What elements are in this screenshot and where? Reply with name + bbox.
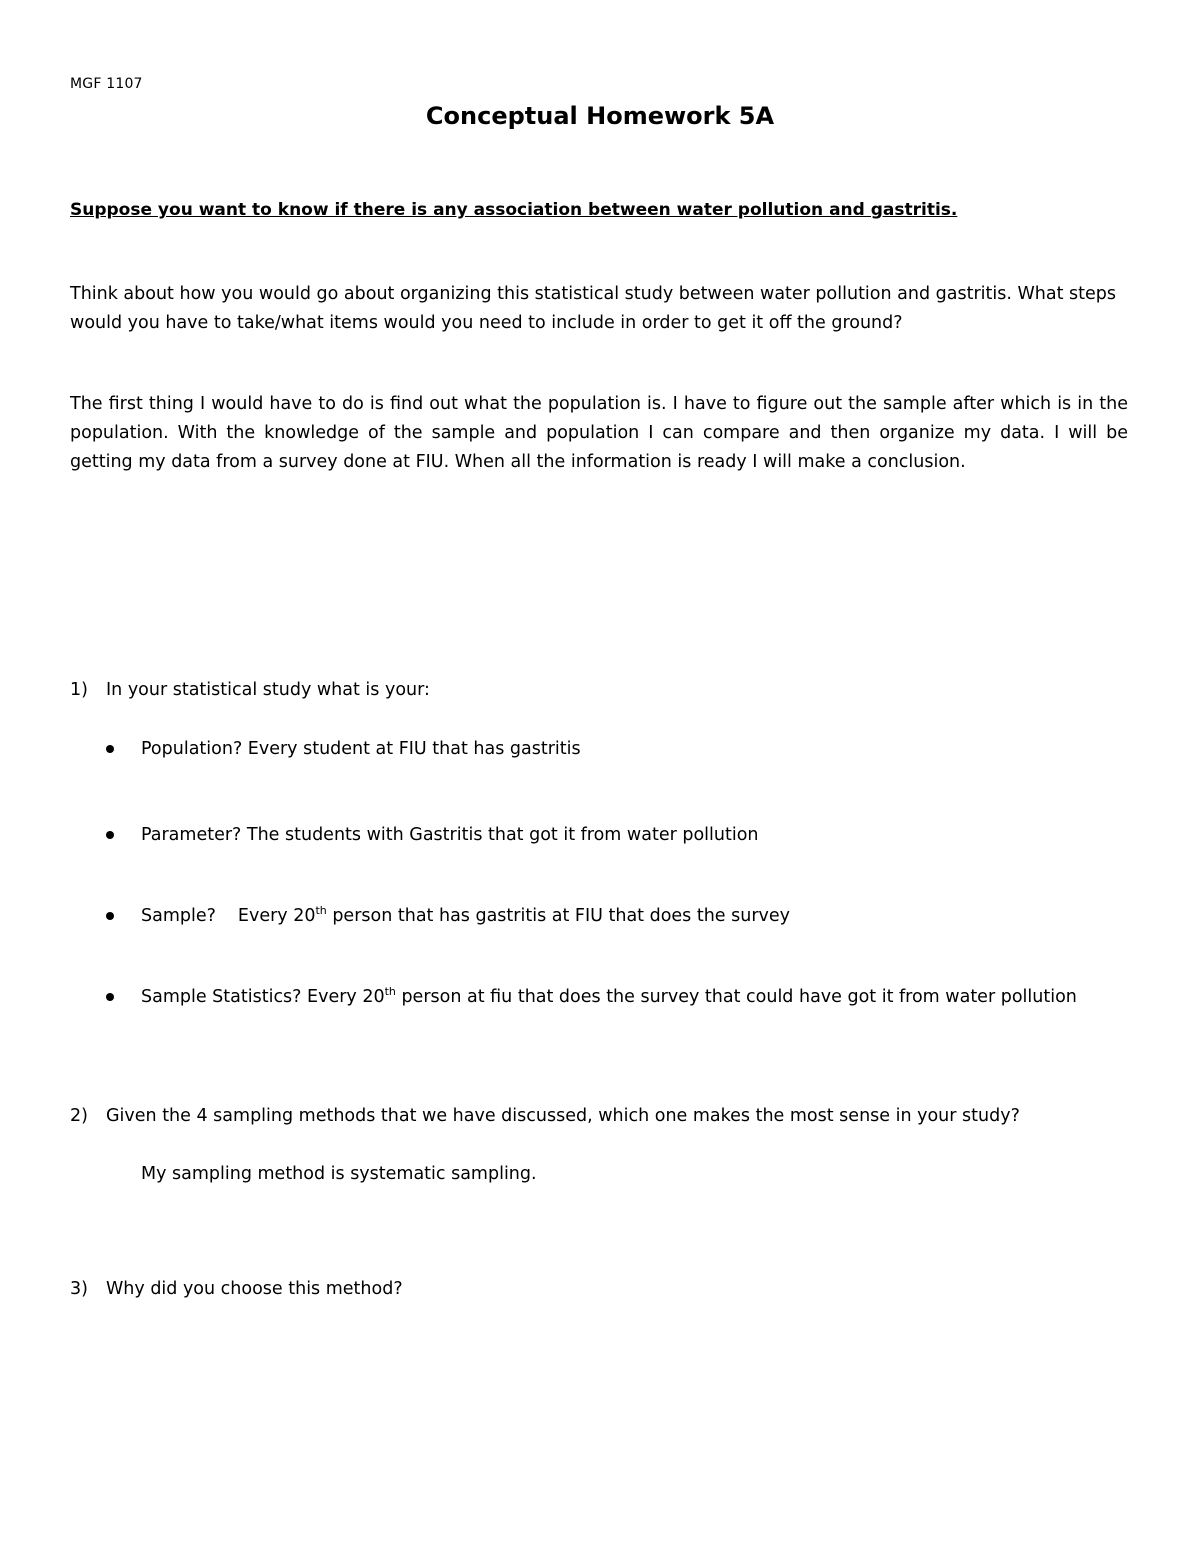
course-code: MGF 1107 xyxy=(70,76,143,92)
main-question: Suppose you want to know if there is any association between water pollution and gastritis. xyxy=(70,200,958,220)
instructions-paragraph: Think about how you would go about organizing this statistical study between water pollution and gastritis. What steps would you have to take/what items would you need to include in order to get it off the ground? xyxy=(70,284,1116,333)
population-item: Population? Every student at FIU that has gastritis xyxy=(141,739,581,759)
stats-suffix: person at fiu that does the survey that could have got it from water pollution xyxy=(395,987,1077,1007)
sample-suffix: person that has gastritis at FIU that does the survey xyxy=(326,906,791,926)
bullet-icon xyxy=(106,912,114,920)
stats-superscript: th xyxy=(384,985,396,998)
q1-text: In your statistical study what is your: xyxy=(106,680,430,700)
q2-answer: My sampling method is systematic sampling. xyxy=(141,1164,537,1184)
sample-superscript: th xyxy=(315,904,327,917)
sample-prefix: Every 20 xyxy=(237,906,316,926)
sample-item xyxy=(141,902,1128,931)
stats-prefix: Sample Statistics? Every 20 xyxy=(141,987,385,1007)
bullet-icon xyxy=(106,745,114,753)
parameter-item: Parameter? The students with Gastritis that got it from water pollution xyxy=(141,825,759,845)
sample-statistics-item xyxy=(141,983,1128,1012)
q2-text: Given the 4 sampling methods that we have discussed, which one makes the most sense in your study? xyxy=(106,1106,1020,1126)
q2-number: 2) xyxy=(70,1106,88,1126)
page-title: Conceptual Homework 5A xyxy=(425,102,775,130)
bullet-icon xyxy=(106,993,114,1001)
answer-paragraph: The first thing I would have to do is find out what the population is. I have to figure out the sample after which is in the population. With the knowledge of the sample and population I can compare and then organize my data. I will be getting my data from a survey done at FIU. When all the information is ready I will make a conclusion. xyxy=(70,394,1128,472)
q3-text: Why did you choose this method? xyxy=(106,1279,403,1299)
sample-label: Sample? xyxy=(141,906,216,926)
q3-number: 3) xyxy=(70,1279,88,1299)
q1-number: 1) xyxy=(70,680,88,700)
bullet-icon xyxy=(106,831,114,839)
